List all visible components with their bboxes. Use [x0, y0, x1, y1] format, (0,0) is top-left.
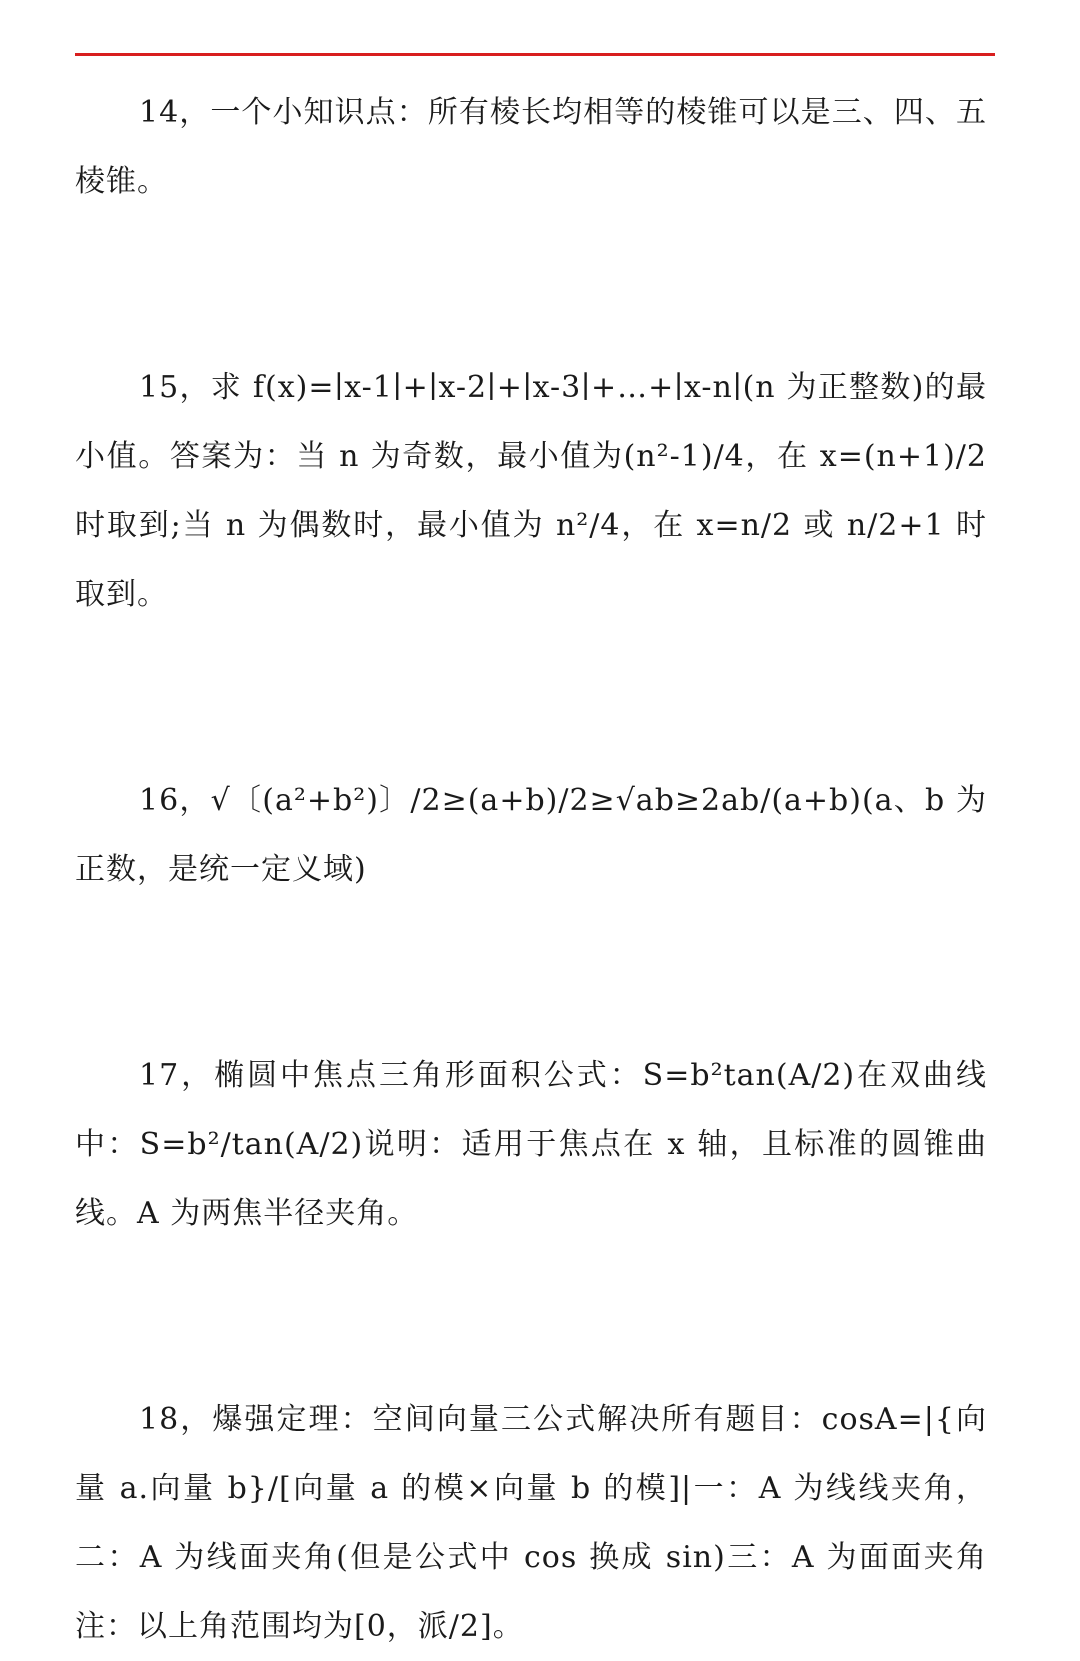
item-17: 17，椭圆中焦点三角形面积公式：S=b²tan(A/2)在双曲线中：S=b²/tan(A/2)说明：适用于焦点在 x 轴，且标准的圆锥曲线。A 为两焦半径夹角。 [75, 1058, 987, 1231]
document-body [75, 78, 987, 1661]
item-18: 18，爆强定理：空间向量三公式解决所有题目：cosA=|{向量 a.向量 b}/[向量 a 的模×向量 b 的模]|一：A 为线线夹角，二：A 为线面夹角(但是公式中 cos 换成 sin)三：A 为面面夹角注：以上角范围均为[0，派/2]。 [75, 1402, 987, 1644]
item-16: 16，√〔(a²+b²)〕/2≥(a+b)/2≥√ab≥2ab/(a+b)(a、b 为正数，是统一定义域) [75, 783, 987, 887]
header-rule [75, 53, 995, 56]
item-14: 14，一个小知识点：所有棱长均相等的棱锥可以是三、四、五棱锥。 [75, 95, 987, 199]
item-15: 15，求 f(x)=∣x-1∣+∣x-2∣+∣x-3∣+…+∣x-n∣(n 为正整数)的最小值。答案为：当 n 为奇数，最小值为(n²-1)/4，在 x=(n+1)/2 时取到;当 n 为偶数时，最小值为 n²/4，在 x=n/2 或 n/2+1 时取到。 [75, 370, 987, 612]
